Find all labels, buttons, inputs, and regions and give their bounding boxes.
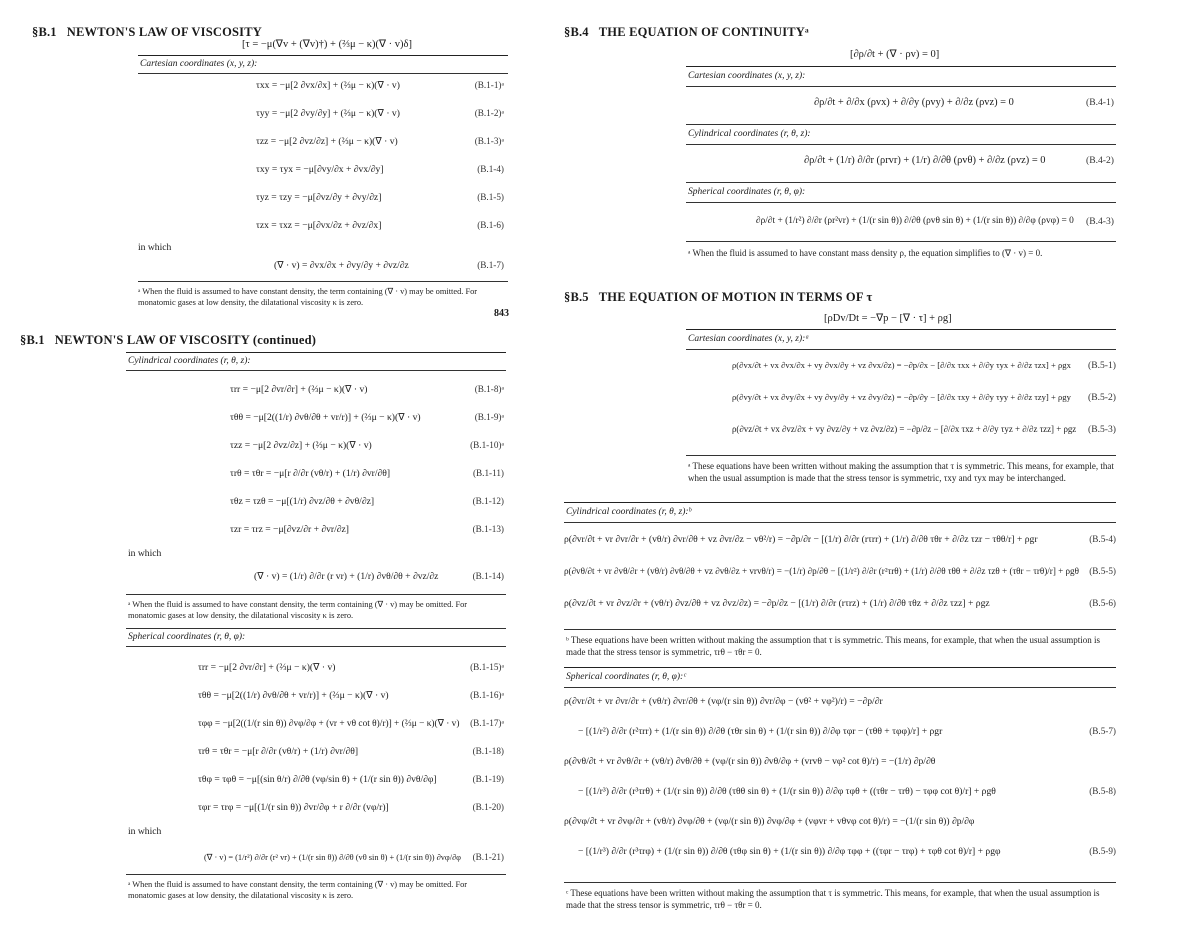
equation-row xyxy=(564,756,1116,774)
coordinate-subheading: Cartesian coordinates (x, y, z): xyxy=(688,71,806,81)
equation-expression: ρ(∂vr/∂t + vr ∂vr/∂r + (vθ/r) ∂vr/∂θ + (vφ/(r sin θ)) ∂vr/∂φ − (vθ² + vφ²)/r) = −∂p/∂r xyxy=(564,696,883,707)
equation-number: (B.1-1)ᵃ xyxy=(474,80,504,90)
equation-expression: τxx = −μ[2 ∂vx/∂x] + (⅔μ − κ)(∇ · v) xyxy=(256,80,400,91)
equation-row xyxy=(230,524,504,542)
equation-list xyxy=(198,662,504,826)
equation-expression: τθθ = −μ[2((1/r) ∂vθ/∂θ + vr/r)] + (⅔μ − κ)(∇ · v) xyxy=(230,412,421,423)
equation-list xyxy=(564,696,1116,876)
table-rule xyxy=(138,281,508,282)
equation-expression: τrθ = τθr = −μ[r ∂/∂r (vθ/r) + (1/r) ∂vr/∂θ] xyxy=(198,746,359,757)
equation-number: (B.1-5) xyxy=(477,192,504,202)
equation-expression: τφr = τrφ = −μ[(1/(r sin θ)) ∂vr/∂φ + r ∂/∂r (vφ/r)] xyxy=(198,802,389,813)
equation-row xyxy=(198,802,504,820)
table-rule xyxy=(126,352,506,353)
equation-number: (B.1-7) xyxy=(477,260,504,270)
equation-expression: τxy = τyx = −μ[∂vy/∂x + ∂vx/∂y] xyxy=(256,164,384,175)
section-title: NEWTON'S LAW OF VISCOSITY (continued) xyxy=(54,333,317,347)
table-rule xyxy=(686,182,1116,183)
equation-expression: τθθ = −μ[2((1/r) ∂vθ/∂θ + vr/r)] + (⅔μ − κ)(∇ · v) xyxy=(198,690,389,701)
equation-number: (B.5-6) xyxy=(1089,598,1116,608)
table-rule xyxy=(686,144,1116,145)
equation-expression: ρ(∂vx/∂t + vx ∂vx/∂x + vy ∂vx/∂y + vz ∂vx/∂z) = −∂p/∂x − [∂/∂x τxx + ∂/∂y τyx + ∂/∂z τzx] + ρgx xyxy=(732,360,1071,370)
table-rule xyxy=(686,202,1116,203)
table-rule xyxy=(564,882,1116,883)
equation-number: (B.5-4) xyxy=(1089,534,1116,544)
equation-row xyxy=(230,468,504,486)
section-title: NEWTON'S LAW OF VISCOSITY xyxy=(66,25,262,39)
equation-expression: ∂ρ/∂t + (1/r²) ∂/∂r (ρr²vr) + (1/(r sin θ)) ∂/∂θ (ρvθ sin θ) + (1/(r sin θ)) ∂/∂φ (ρvφ) = 0 xyxy=(756,216,1074,226)
equation-row xyxy=(256,192,504,210)
equation-row xyxy=(198,774,504,792)
equation-row xyxy=(578,726,1116,744)
equation-row xyxy=(804,155,1114,173)
equation-row xyxy=(230,412,504,430)
equation-number: (B.1-16)ᵃ xyxy=(470,690,504,700)
motion-law: [ρDv/Dt = −∇p − [∇ · τ] + ρg] xyxy=(824,313,952,324)
coordinate-subheading: Spherical coordinates (r, θ, φ): xyxy=(688,187,806,197)
section-number: §B.4 xyxy=(564,25,589,39)
table-rule xyxy=(126,628,506,629)
equation-expression: ρ(∂vr/∂t + vr ∂vr/∂r + (vθ/r) ∂vr/∂θ + vz ∂vr/∂z − vθ²/r) = −∂p/∂r − [(1/r) ∂/∂r (rτrr) + (1/r) ∂/∂θ τθr + ∂/∂z τzr − τθθ/r] + ρgr xyxy=(564,534,1038,545)
equation-row xyxy=(204,852,504,870)
section-heading-b1-continued xyxy=(20,333,316,348)
equation-row xyxy=(230,384,504,402)
table-rule xyxy=(126,646,506,647)
equation-number: (B.5-2) xyxy=(1088,392,1116,403)
section-heading-b5 xyxy=(564,290,873,305)
equation-list xyxy=(256,80,504,250)
coordinate-subheading: Cylindrical coordinates (r, θ, z):ᵇ xyxy=(566,507,692,517)
equation-number: (B.1-13) xyxy=(472,524,504,534)
equation-number: (B.1-18) xyxy=(472,746,504,756)
equation-number: (B.1-9)ᵃ xyxy=(474,412,504,422)
equation-expression: (∇ · v) = ∂vx/∂x + ∂vy/∂y + ∂vz/∂z xyxy=(274,260,409,271)
equation-row xyxy=(564,566,1116,584)
equation-expression: τrr = −μ[2 ∂vr/∂r] + (⅔μ − κ)(∇ · v) xyxy=(230,384,368,395)
equation-expression: τθφ = τφθ = −μ[(sin θ/r) ∂/∂θ (vφ/sin θ) + (1/(r sin θ)) ∂vθ/∂φ] xyxy=(198,774,437,785)
table-rule xyxy=(126,370,506,371)
equation-row xyxy=(732,360,1116,378)
equation-list xyxy=(564,534,1116,630)
table-rule xyxy=(564,502,1116,503)
equation-row xyxy=(564,598,1116,616)
table-rule xyxy=(564,629,1116,630)
equation-expression: ∂ρ/∂t + ∂/∂x (ρvx) + ∂/∂y (ρvy) + ∂/∂z (ρvz) = 0 xyxy=(814,97,1014,108)
footnote: ᵇ These equations have been written without making the assumption that τ is symmetric. This means, for example, that when the usual assumption is made that the stress tensor is symmetric, τrθ − τθr = 0. xyxy=(566,635,1100,657)
equation-number: (B.1-8)ᵃ xyxy=(474,384,504,394)
equation-number: (B.5-5) xyxy=(1089,566,1116,576)
equation-expression: τzx = τxz = −μ[∂vx/∂z + ∂vz/∂x] xyxy=(256,220,382,231)
equation-number: (B.1-10)ᵃ xyxy=(470,440,504,450)
table-rule xyxy=(686,241,1116,242)
coordinate-subheading: Spherical coordinates (r, θ, φ):ᶜ xyxy=(566,672,686,682)
equation-row xyxy=(256,136,504,154)
equation-expression: τφφ = −μ[2((1/(r sin θ)) ∂vφ/∂φ + (vr + vθ cot θ)/r)] + (⅔μ − κ)(∇ · v) xyxy=(198,719,460,729)
equation-expression: τzr = τrz = −μ[∂vz/∂r + ∂vr/∂z] xyxy=(230,524,349,535)
table-rule xyxy=(138,73,508,74)
equation-number: (B.1-21) xyxy=(472,852,504,862)
coordinate-subheading: Cylindrical coordinates (r, θ, z): xyxy=(128,356,251,366)
equation-expression: ∂ρ/∂t + (1/r) ∂/∂r (ρrvr) + (1/r) ∂/∂θ (ρvθ) + ∂/∂z (ρvz) = 0 xyxy=(804,155,1046,166)
equation-number: (B.5-3) xyxy=(1088,424,1116,435)
equation-expression: ρ(∂vy/∂t + vx ∂vy/∂x + vy ∂vy/∂y + vz ∂vy/∂z) = −∂p/∂y − [∂/∂x τxy + ∂/∂y τyy + ∂/∂z τzy] + ρgy xyxy=(732,392,1071,402)
in-which-label: in which xyxy=(128,826,162,837)
equation-expression: τθz = τzθ = −μ[(1/r) ∂vz/∂θ + ∂vθ/∂z] xyxy=(230,496,375,507)
equation-expression: τzz = −μ[2 ∂vz/∂z] + (⅔μ − κ)(∇ · v) xyxy=(256,136,398,147)
equation-expression: τrθ = τθr = −μ[r ∂/∂r (vθ/r) + (1/r) ∂vr/∂θ] xyxy=(230,468,391,479)
coordinate-subheading: Cylindrical coordinates (r, θ, z): xyxy=(688,129,811,139)
equation-row xyxy=(198,746,504,764)
equation-number: (B.5-8) xyxy=(1089,786,1116,796)
in-which-label: in which xyxy=(138,242,172,253)
footnote: ᵃ When the fluid is assumed to have constant mass density ρ, the equation simplifies to (∇ · v) = 0. xyxy=(688,248,1043,258)
section-number: §B.1 xyxy=(32,25,57,39)
equation-expression: τyy = −μ[2 ∂vy/∂y] + (⅔μ − κ)(∇ · v) xyxy=(256,108,400,119)
equation-row xyxy=(198,662,504,680)
equation-number: (B.1-2)ᵃ xyxy=(474,108,504,118)
constitutive-law: [τ = −μ(∇v + (∇v)†) + (⅔μ − κ)(∇ · v)δ] xyxy=(242,39,412,50)
footnote: ᵃ When the fluid is assumed to have constant density, the term containing (∇ · v) may be omitted. For monatomic gases at low density, the dilatational viscosity κ is zero. xyxy=(138,287,478,307)
equation-row xyxy=(230,440,504,458)
equation-list xyxy=(732,360,1116,456)
equation-expression: ρ(∂vθ/∂t + vr ∂vθ/∂r + (vθ/r) ∂vθ/∂θ + (vφ/(r sin θ)) ∂vθ/∂φ + (vrvθ − vφ² cot θ)/r) = −(1/r) ∂p/∂θ xyxy=(564,756,936,767)
table-rule xyxy=(686,66,1116,67)
equation-row xyxy=(256,164,504,182)
equation-number: (B.1-3)ᵃ xyxy=(474,136,504,146)
table-rule xyxy=(686,455,1116,456)
equation-row xyxy=(578,846,1116,864)
equation-expression: ρ(∂vz/∂t + vr ∂vz/∂r + (vθ/r) ∂vz/∂θ + vz ∂vz/∂z) = −∂p/∂z − [(1/r) ∂/∂r (rτrz) + (1/r) ∂/∂θ τθz + ∂/∂z τzz] + ρgz xyxy=(564,598,990,609)
equation-expression: τzz = −μ[2 ∂vz/∂z] + (⅔μ − κ)(∇ · v) xyxy=(230,440,372,451)
footnote: ᵃ When the fluid is assumed to have constant density, the term containing (∇ · v) may be omitted. For monatomic gases at low density, the dilatational viscosity κ is zero. xyxy=(128,880,468,900)
equation-row xyxy=(564,696,1116,714)
equation-row xyxy=(256,80,504,98)
equation-row xyxy=(564,534,1116,552)
equation-expression: − [(1/r³) ∂/∂r (r³τrφ) + (1/(r sin θ)) ∂/∂θ (τθφ sin θ) + (1/(r sin θ)) ∂/∂φ τφφ + ((τφr − τrφ) + τφθ cot θ)/r] + ρgφ xyxy=(578,846,1001,857)
equation-row xyxy=(274,260,504,278)
equation-row xyxy=(198,690,504,708)
section-title: THE EQUATION OF MOTION IN TERMS OF τ xyxy=(598,290,873,304)
section-number: §B.1 xyxy=(20,333,45,347)
equation-row xyxy=(230,496,504,514)
equation-expression: ρ(∂vθ/∂t + vr ∂vθ/∂r + (vθ/r) ∂vθ/∂θ + vz ∂vθ/∂z + vrvθ/r) = −(1/r) ∂p/∂θ − [(1/r²) ∂/∂r (r²τrθ) + (1/r) ∂/∂θ τθθ + ∂/∂z τzθ + (τθr − τrθ)/r] + ρgθ xyxy=(564,566,1079,576)
table-rule xyxy=(564,522,1116,523)
table-rule xyxy=(686,86,1116,87)
section-title: THE EQUATION OF CONTINUITYᵃ xyxy=(598,25,809,39)
equation-number: (B.5-9) xyxy=(1089,846,1116,856)
continuity-law: [∂ρ/∂t + (∇ · ρv) = 0] xyxy=(850,49,940,60)
table-rule xyxy=(686,124,1116,125)
equation-row xyxy=(732,424,1116,442)
table-rule xyxy=(564,667,1116,668)
section-heading-b1 xyxy=(32,25,262,40)
equation-number: (B.5-7) xyxy=(1089,726,1116,736)
section-number: §B.5 xyxy=(564,290,589,304)
equation-row xyxy=(254,571,504,589)
equation-expression: ρ(∂vz/∂t + vx ∂vz/∂x + vy ∂vz/∂y + vz ∂vz/∂z) = −∂p/∂z − [∂/∂x τxz + ∂/∂y τyz + ∂/∂z τzz] + ρgz xyxy=(732,424,1077,434)
equation-expression: τyz = τzy = −μ[∂vz/∂y + ∂vy/∂z] xyxy=(256,192,382,203)
equation-list xyxy=(230,384,504,544)
equation-row xyxy=(564,816,1116,834)
equation-number: (B.4-2) xyxy=(1086,155,1114,166)
equation-number: (B.1-4) xyxy=(477,164,504,174)
equation-row xyxy=(198,718,504,736)
equation-number: (B.1-20) xyxy=(472,802,504,812)
footnote: ᵃ These equations have been written without making the assumption that τ is symmetric. This means, for example, that when the usual assumption is made that the stress tensor is symmetric, τxy and τyx may be interchanged. xyxy=(688,461,1114,483)
table-rule xyxy=(564,687,1116,688)
equation-expression: (∇ · v) = (1/r²) ∂/∂r (r² vr) + (1/(r sin θ)) ∂/∂θ (vθ sin θ) + (1/(r sin θ)) ∂vφ/∂φ xyxy=(204,853,462,862)
equation-number: (B.5-1) xyxy=(1088,360,1116,371)
equation-expression: ρ(∂vφ/∂t + vr ∂vφ/∂r + (vθ/r) ∂vφ/∂θ + (vφ/(r sin θ)) ∂vφ/∂φ + (vφvr + vθvφ cot θ)/r) = −(1/(r sin θ)) ∂p/∂φ xyxy=(564,816,975,827)
equation-row xyxy=(732,392,1116,410)
table-rule xyxy=(686,349,1116,350)
equation-row xyxy=(756,216,1114,234)
equation-number: (B.1-6) xyxy=(477,220,504,230)
in-which-label: in which xyxy=(128,548,162,559)
equation-number: (B.1-11) xyxy=(472,468,504,478)
equation-expression: (∇ · v) = (1/r) ∂/∂r (r vr) + (1/r) ∂vθ/∂θ + ∂vz/∂z xyxy=(254,571,439,582)
equation-expression: − [(1/r²) ∂/∂r (r²τrr) + (1/(r sin θ)) ∂/∂θ (τθr sin θ) + (1/(r sin θ)) ∂/∂φ τφr − (τθθ + τφφ)/r] + ρgr xyxy=(578,726,943,737)
coordinate-subheading: Cartesian coordinates (x, y, z): xyxy=(140,59,258,69)
equation-number: (B.4-3) xyxy=(1086,216,1114,227)
equation-expression: − [(1/r³) ∂/∂r (r³τrθ) + (1/(r sin θ)) ∂/∂θ (τθθ sin θ) + (1/(r sin θ)) ∂/∂φ τφθ + ((τθr − τrθ) − τφφ cot θ)/r] + ρgθ xyxy=(578,786,996,797)
footnote: ᵃ When the fluid is assumed to have constant density, the term containing (∇ · v) may be omitted. For monatomic gases at low density, the dilatational viscosity κ is zero. xyxy=(128,600,468,620)
equation-row xyxy=(256,108,504,126)
section-heading-b4 xyxy=(564,25,809,40)
table-rule xyxy=(126,594,506,595)
equation-number: (B.1-15)ᵃ xyxy=(470,662,504,672)
equation-number: (B.4-1) xyxy=(1086,97,1114,108)
left-page xyxy=(0,0,560,927)
page-number: 843 xyxy=(494,308,509,319)
equation-row xyxy=(256,220,504,238)
table-rule xyxy=(126,874,506,875)
coordinate-subheading: Cartesian coordinates (x, y, z):ᵃ xyxy=(688,334,810,344)
table-rule xyxy=(138,55,508,56)
equation-expression: τrr = −μ[2 ∂vr/∂r] + (⅔μ − κ)(∇ · v) xyxy=(198,662,336,673)
equation-row xyxy=(578,786,1116,804)
equation-number: (B.1-12) xyxy=(472,496,504,506)
equation-number: (B.1-17)ᵃ xyxy=(470,718,504,728)
coordinate-subheading: Spherical coordinates (r, θ, φ): xyxy=(128,632,246,642)
right-page xyxy=(560,0,1200,927)
equation-number: (B.1-14) xyxy=(472,571,504,581)
equation-number: (B.1-19) xyxy=(472,774,504,784)
footnote: ᶜ These equations have been written without making the assumption that τ is symmetric. This means, for example, that when the usual assumption is made that the stress tensor is symmetric, τrθ − τθr = 0. xyxy=(566,888,1100,910)
table-rule xyxy=(686,329,1116,330)
equation-row xyxy=(814,97,1114,115)
